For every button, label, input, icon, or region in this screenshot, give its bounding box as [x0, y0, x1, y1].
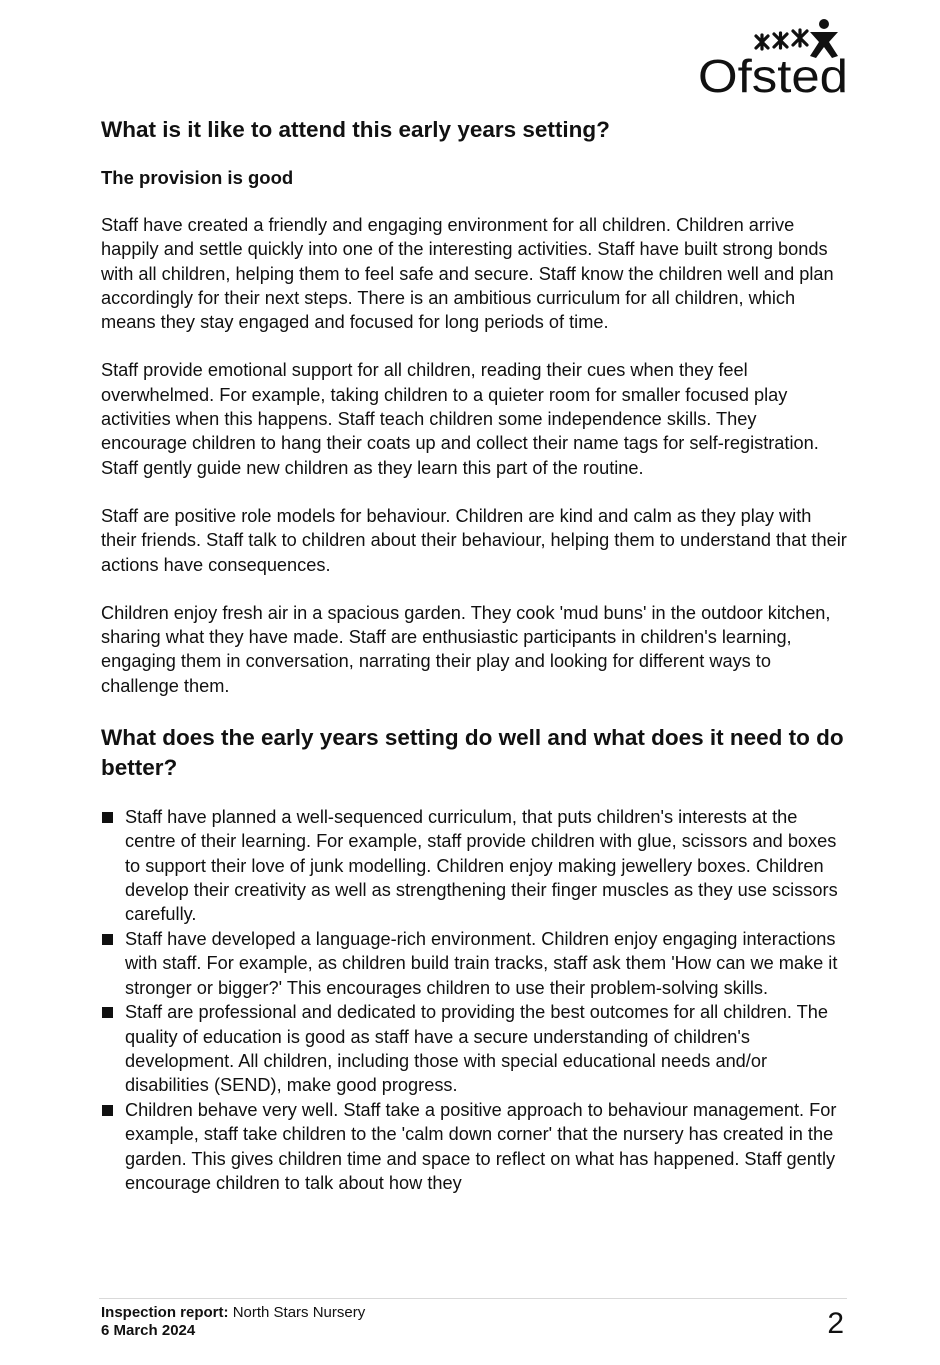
paragraph: Staff are positive role models for behaviour. Children are kind and calm as they play with their friends. Staff talk to children about their behaviour, helping them to understand that their actions have consequences. — [101, 505, 847, 575]
findings-list — [101, 805, 847, 1195]
section-heading-do-well: What does the early years setting do well and what does it need to do better? — [101, 725, 844, 781]
provision-judgement: The provision is good — [101, 167, 294, 188]
page-number: 2 — [827, 1307, 844, 1340]
list-item-text: Staff are professional and dedicated to providing the best outcomes for all children. The quality of education is good as staff have a secure understanding of children's development. All children, including those with special educational needs and/or disabilities (SEND), make good progress. — [125, 1002, 829, 1096]
list-item-text: Children behave very well. Staff take a positive approach to behaviour management. For example, staff take children to the 'calm down corner' that the nursery has created in the garden. This gives children time and space to reflect on what has happened. Staff gently encourage children to talk about how they — [125, 1100, 837, 1193]
footer-report-label: Inspection report: — [101, 1304, 229, 1321]
paragraph: Children enjoy fresh air in a spacious garden. They cook 'mud buns' in the outdoor kitchen, sharing what they have made. Staff are enthusiastic participants in children's learning, engaging them in conversation, narrating their play and looking for different ways to challenge them. — [101, 602, 831, 696]
section-heading-attend: What is it like to attend this early years setting? — [101, 117, 610, 142]
ofsted-logo — [693, 14, 855, 100]
logo-wordmark: Ofsted — [698, 50, 848, 100]
list-item-text: Staff have developed a language-rich environment. Children enjoy engaging interactions with staff. For example, as children build train tracks, staff ask them 'How can we make it stronger or bigger?' This encourages children to use their problem-solving skills. — [125, 929, 838, 998]
paragraph: Staff have created a friendly and engaging environment for all children. Children arrive happily and settle quickly into one of the interesting activities. Staff have built strong bonds with all children, helping them to feel safe and secure. Staff know the children well and plan accordingly for their next steps. There is an ambitious curriculum for all children, which means they stay engaged and focused for long periods of time. — [101, 215, 834, 333]
footer-date: 6 March 2024 — [101, 1322, 196, 1339]
list-item — [101, 1098, 847, 1195]
list-item — [101, 805, 847, 926]
list-item — [101, 927, 847, 1000]
footer-setting-name: North Stars Nursery — [232, 1304, 366, 1321]
square-bullet-icon — [102, 1007, 113, 1018]
square-bullet-icon — [102, 1105, 113, 1116]
list-item — [101, 1000, 847, 1097]
report-content — [101, 115, 847, 1196]
page-footer — [101, 1304, 365, 1340]
list-item-text: Staff have planned a well-sequenced curriculum, that puts children's interests at the centre of their learning. For example, staff provide children with glue, scissors and boxes to support their love of junk modelling. Children enjoy making jewellery boxes. Children develop their creativity as well as strengthening their finger muscles as they use scissors carefully. — [125, 807, 838, 925]
square-bullet-icon — [102, 934, 113, 945]
footer-divider — [99, 1298, 847, 1299]
paragraph: Staff provide emotional support for all children, reading their cues when they feel overwhelmed. For example, taking children to a quieter room for smaller focused play activities when this happens. Staff teach children some independence skills. They encourage children to hang their coats up and collect their name tags for self-registration. Staff gently guide new children as they learn this part of the routine. — [101, 360, 819, 478]
square-bullet-icon — [102, 812, 113, 823]
